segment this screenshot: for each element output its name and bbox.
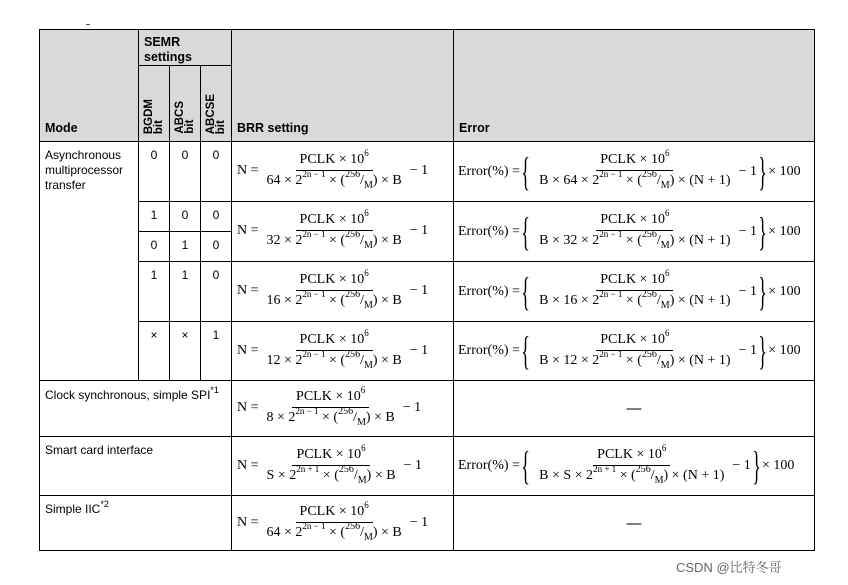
bit-bgdm: × — [139, 322, 170, 381]
brr-fraction: $\frac{PCLK \times 10^6}{64 \times 2^{2n - 1} \times (^{256}/_M) \times B}$ — [266, 499, 402, 543]
header-mode: Mode — [40, 30, 139, 142]
bit-abcse: 0 — [201, 262, 232, 322]
header-bgdm: BGDM bit — [139, 66, 170, 142]
right-brace: } — [758, 208, 767, 254]
error-none: — — [454, 381, 815, 437]
minus-one: − 1 — [738, 163, 757, 179]
bit-abcs: 1 — [170, 262, 201, 322]
header-semr: SEMR settings — [139, 30, 232, 66]
minus-one: − 1 — [738, 283, 757, 299]
error-label: Error(%) = — [458, 458, 520, 473]
bit-abcse: 0 — [201, 232, 232, 262]
error-label: Error(%) = — [458, 163, 520, 179]
times-hundred: × 100 — [768, 163, 801, 179]
error-formula — [454, 262, 815, 322]
bit-abcse: 0 — [201, 142, 232, 202]
header-abcs: ABCS bit — [170, 66, 201, 142]
brr-formula — [232, 496, 454, 551]
mode-simple-iic: Simple IIC$^{*2}$ — [40, 496, 232, 551]
error-fraction: $\frac{PCLK \times 10^6}{B \times 16 \times 2^{2n - 1} \times (^{256}/_M) \times (N + 1)}$ — [539, 268, 731, 311]
times-hundred: × 100 — [768, 283, 801, 299]
minus-one: − 1 — [738, 223, 757, 239]
left-brace: { — [521, 443, 530, 488]
brr-formula — [232, 142, 454, 202]
right-brace: } — [758, 328, 767, 373]
brr-fraction: $\frac{PCLK \times 10^6}{16 \times 2^{2n - 1} \times (^{256}/_M) \times B}$ — [266, 268, 402, 311]
brr-fraction: $\frac{PCLK \times 10^6}{8 \times 2^{2n - 1} \times (^{256}/_M) \times B}$ — [266, 385, 395, 428]
error-fraction: $\frac{PCLK \times 10^6}{B \times 64 \times 2^{2n - 1} \times (^{256}/_M) \times (N + 1)}$ — [539, 148, 731, 191]
error-none: — — [454, 496, 815, 551]
header-brr: BRR setting — [232, 30, 454, 142]
minus-one: − 1 — [403, 457, 422, 473]
minus-one: − 1 — [732, 458, 751, 473]
bit-abcs: 0 — [170, 202, 201, 232]
right-brace: } — [758, 268, 767, 314]
times-hundred: × 100 — [768, 343, 801, 358]
bit-bgdm: 1 — [139, 202, 170, 232]
corner-mark — [86, 24, 90, 25]
error-formula — [454, 322, 815, 381]
n-label: N = — [237, 514, 259, 530]
bit-abcse: 1 — [201, 322, 232, 381]
error-label: Error(%) = — [458, 223, 520, 239]
brr-formula — [232, 437, 454, 496]
error-formula — [454, 437, 815, 496]
right-brace: } — [752, 443, 761, 488]
error-label: Error(%) = — [458, 283, 520, 299]
mode-async: Asynchronous multiprocessor transfer — [40, 142, 139, 381]
bit-bgdm: 1 — [139, 262, 170, 322]
left-brace: { — [521, 208, 530, 254]
watermark: CSDN @比特冬哥 — [676, 560, 782, 575]
brr-formula — [232, 381, 454, 437]
error-formula — [454, 202, 815, 262]
header-abcse: ABCSE bit — [201, 66, 232, 142]
brr-fraction: $\frac{PCLK \times 10^6}{12 \times 2^{2n - 1} \times (^{256}/_M) \times B}$ — [266, 327, 402, 371]
brr-formula — [232, 202, 454, 262]
left-brace: { — [521, 328, 530, 373]
brr-formula — [232, 322, 454, 381]
minus-one: − 1 — [402, 400, 422, 416]
header-error: Error — [454, 30, 815, 142]
n-label: N = — [237, 283, 259, 299]
bit-abcs: 0 — [170, 142, 201, 202]
brr-fraction: $\frac{PCLK \times 10^6}{S \times 2^{2n + 1} \times (^{256}/_M) \times B}$ — [266, 442, 396, 486]
error-formula — [454, 142, 815, 202]
brr-formula — [232, 262, 454, 322]
times-hundred: × 100 — [768, 223, 801, 239]
minus-one: − 1 — [738, 343, 757, 358]
error-fraction: $\frac{PCLK \times 10^6}{B \times 12 \times 2^{2n - 1} \times (^{256}/_M) \times (N + 1)}$ — [539, 327, 731, 371]
minus-one: − 1 — [409, 223, 429, 239]
bit-bgdm: 0 — [139, 142, 170, 202]
minus-one: − 1 — [409, 283, 429, 299]
error-fraction: $\frac{PCLK \times 10^6}{B \times S \times 2^{2n + 1} \times (^{256}/_M) \times (N + 1)}$ — [539, 442, 725, 486]
minus-one: − 1 — [409, 342, 429, 358]
mode-smart-card: Smart card interface — [40, 437, 232, 496]
n-label: N = — [237, 342, 259, 358]
bit-abcs: × — [170, 322, 201, 381]
left-brace: { — [521, 268, 530, 314]
minus-one: − 1 — [409, 163, 429, 179]
minus-one: − 1 — [409, 514, 429, 530]
mode-clock-sync: Clock synchronous, simple SPI$^{*1}$ — [40, 381, 232, 437]
n-label: N = — [237, 163, 259, 179]
bit-bgdm: 0 — [139, 232, 170, 262]
error-label: Error(%) = — [458, 343, 520, 358]
error-fraction: $\frac{PCLK \times 10^6}{B \times 32 \times 2^{2n - 1} \times (^{256}/_M) \times (N + 1)}$ — [539, 208, 731, 251]
n-label: N = — [237, 400, 259, 416]
brr-fraction: $\frac{PCLK \times 10^6}{32 \times 2^{2n - 1} \times (^{256}/_M) \times B}$ — [266, 208, 402, 251]
n-label: N = — [237, 457, 259, 473]
n-label: N = — [237, 223, 259, 239]
bit-abcse: 0 — [201, 202, 232, 232]
right-brace: } — [758, 148, 767, 194]
times-hundred: × 100 — [762, 458, 795, 473]
bit-abcs: 1 — [170, 232, 201, 262]
left-brace: { — [521, 148, 530, 194]
brr-fraction: $\frac{PCLK \times 10^6}{64 \times 2^{2n - 1} \times (^{256}/_M) \times B}$ — [266, 148, 402, 191]
brr-settings-table — [39, 29, 815, 551]
